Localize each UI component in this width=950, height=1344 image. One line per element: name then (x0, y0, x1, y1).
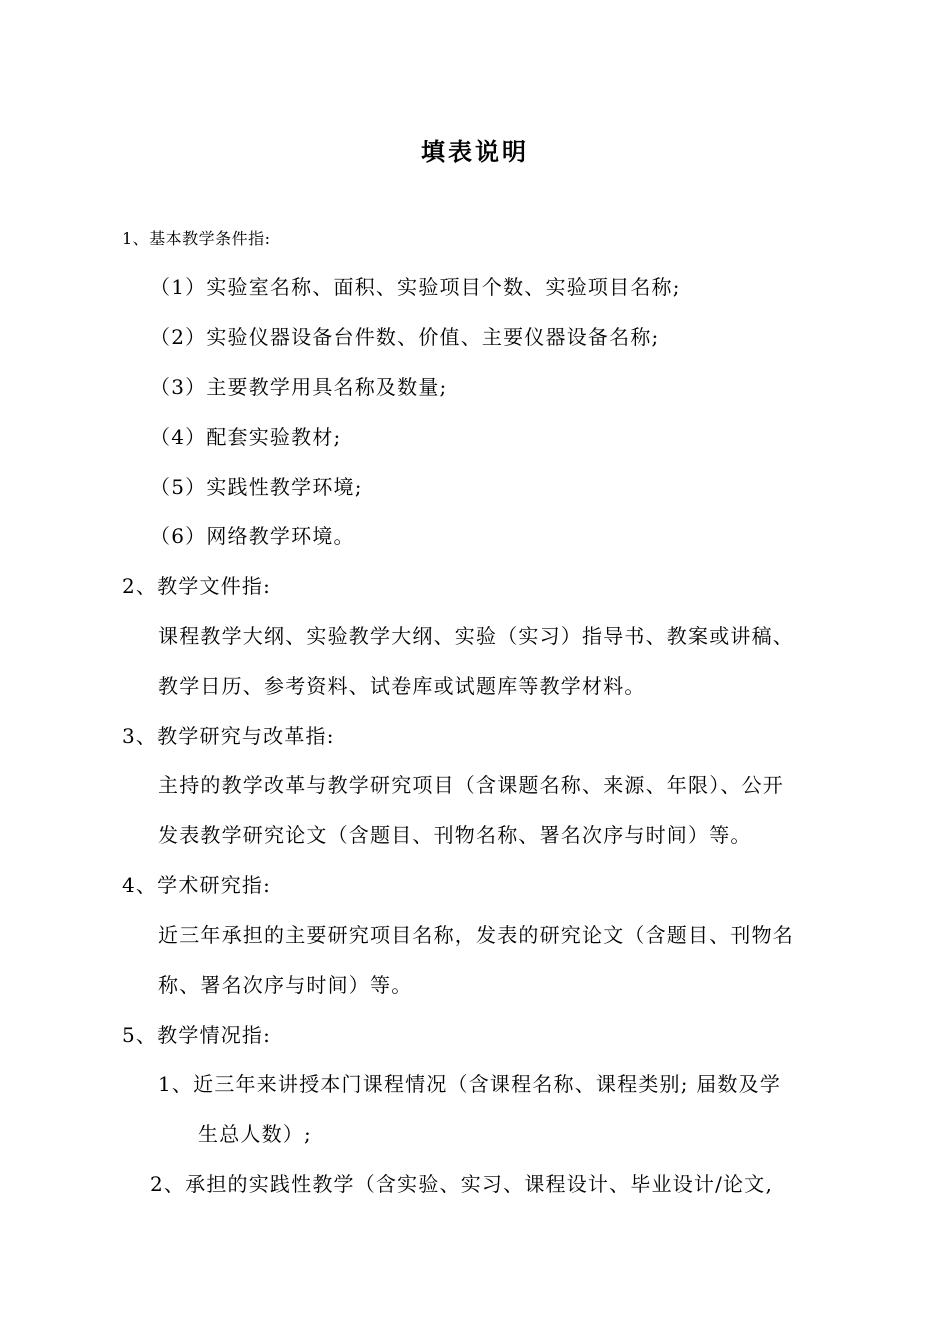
section-1-item-5: （5）实践性教学环境; (150, 475, 363, 499)
section-1-item-4: （4）配套实验教材; (150, 425, 342, 449)
section-3-line-2: 发表教学研究论文（含题目、刊物名称、署名次序与时间）等。 (158, 823, 752, 847)
section-1-item-3: （3）主要教学用具名称及数量; (150, 375, 448, 399)
page-title: 填表说明 (421, 137, 529, 166)
section-2-line-2: 教学日历、参考资料、试卷库或试题库等教学材料。 (158, 674, 646, 698)
section-1-item-6: （6）网络教学环境。 (150, 524, 355, 548)
section-1-heading: 1、基本教学条件指: (122, 229, 271, 248)
section-1-item-1: （1）实验室名称、面积、实验项目个数、实验项目名称; (150, 275, 681, 299)
section-5-item-2: 2、承担的实践性教学（含实验、实习、课程设计、毕业设计/论文, (150, 1172, 774, 1196)
section-2-line-1: 课程教学大纲、实验教学大纲、实验（实习）指导书、教案或讲稿、 (158, 624, 794, 648)
section-2-heading: 2、教学文件指: (122, 574, 272, 598)
section-1-item-2: （2）实验仪器设备台件数、价值、主要仪器设备名称; (150, 325, 660, 349)
section-3-line-1: 主持的教学改革与教学研究项目（含课题名称、来源、年限）、公开 (158, 773, 784, 797)
section-5-item-1: 1、近三年来讲授本门课程情况（含课程名称、课程类别; 届数及学 (158, 1072, 782, 1096)
section-5-heading: 5、教学情况指: (122, 1023, 272, 1047)
section-3-heading: 3、教学研究与改革指: (122, 724, 335, 748)
section-4-line-2: 称、署名次序与时间）等。 (158, 973, 413, 997)
section-4-line-1: 近三年承担的主要研究项目名称，发表的研究论文（含题目、刊物名 (158, 923, 794, 947)
section-5-item-1-cont: 生总人数）; (198, 1122, 312, 1146)
section-4-heading: 4、学术研究指: (122, 873, 272, 897)
